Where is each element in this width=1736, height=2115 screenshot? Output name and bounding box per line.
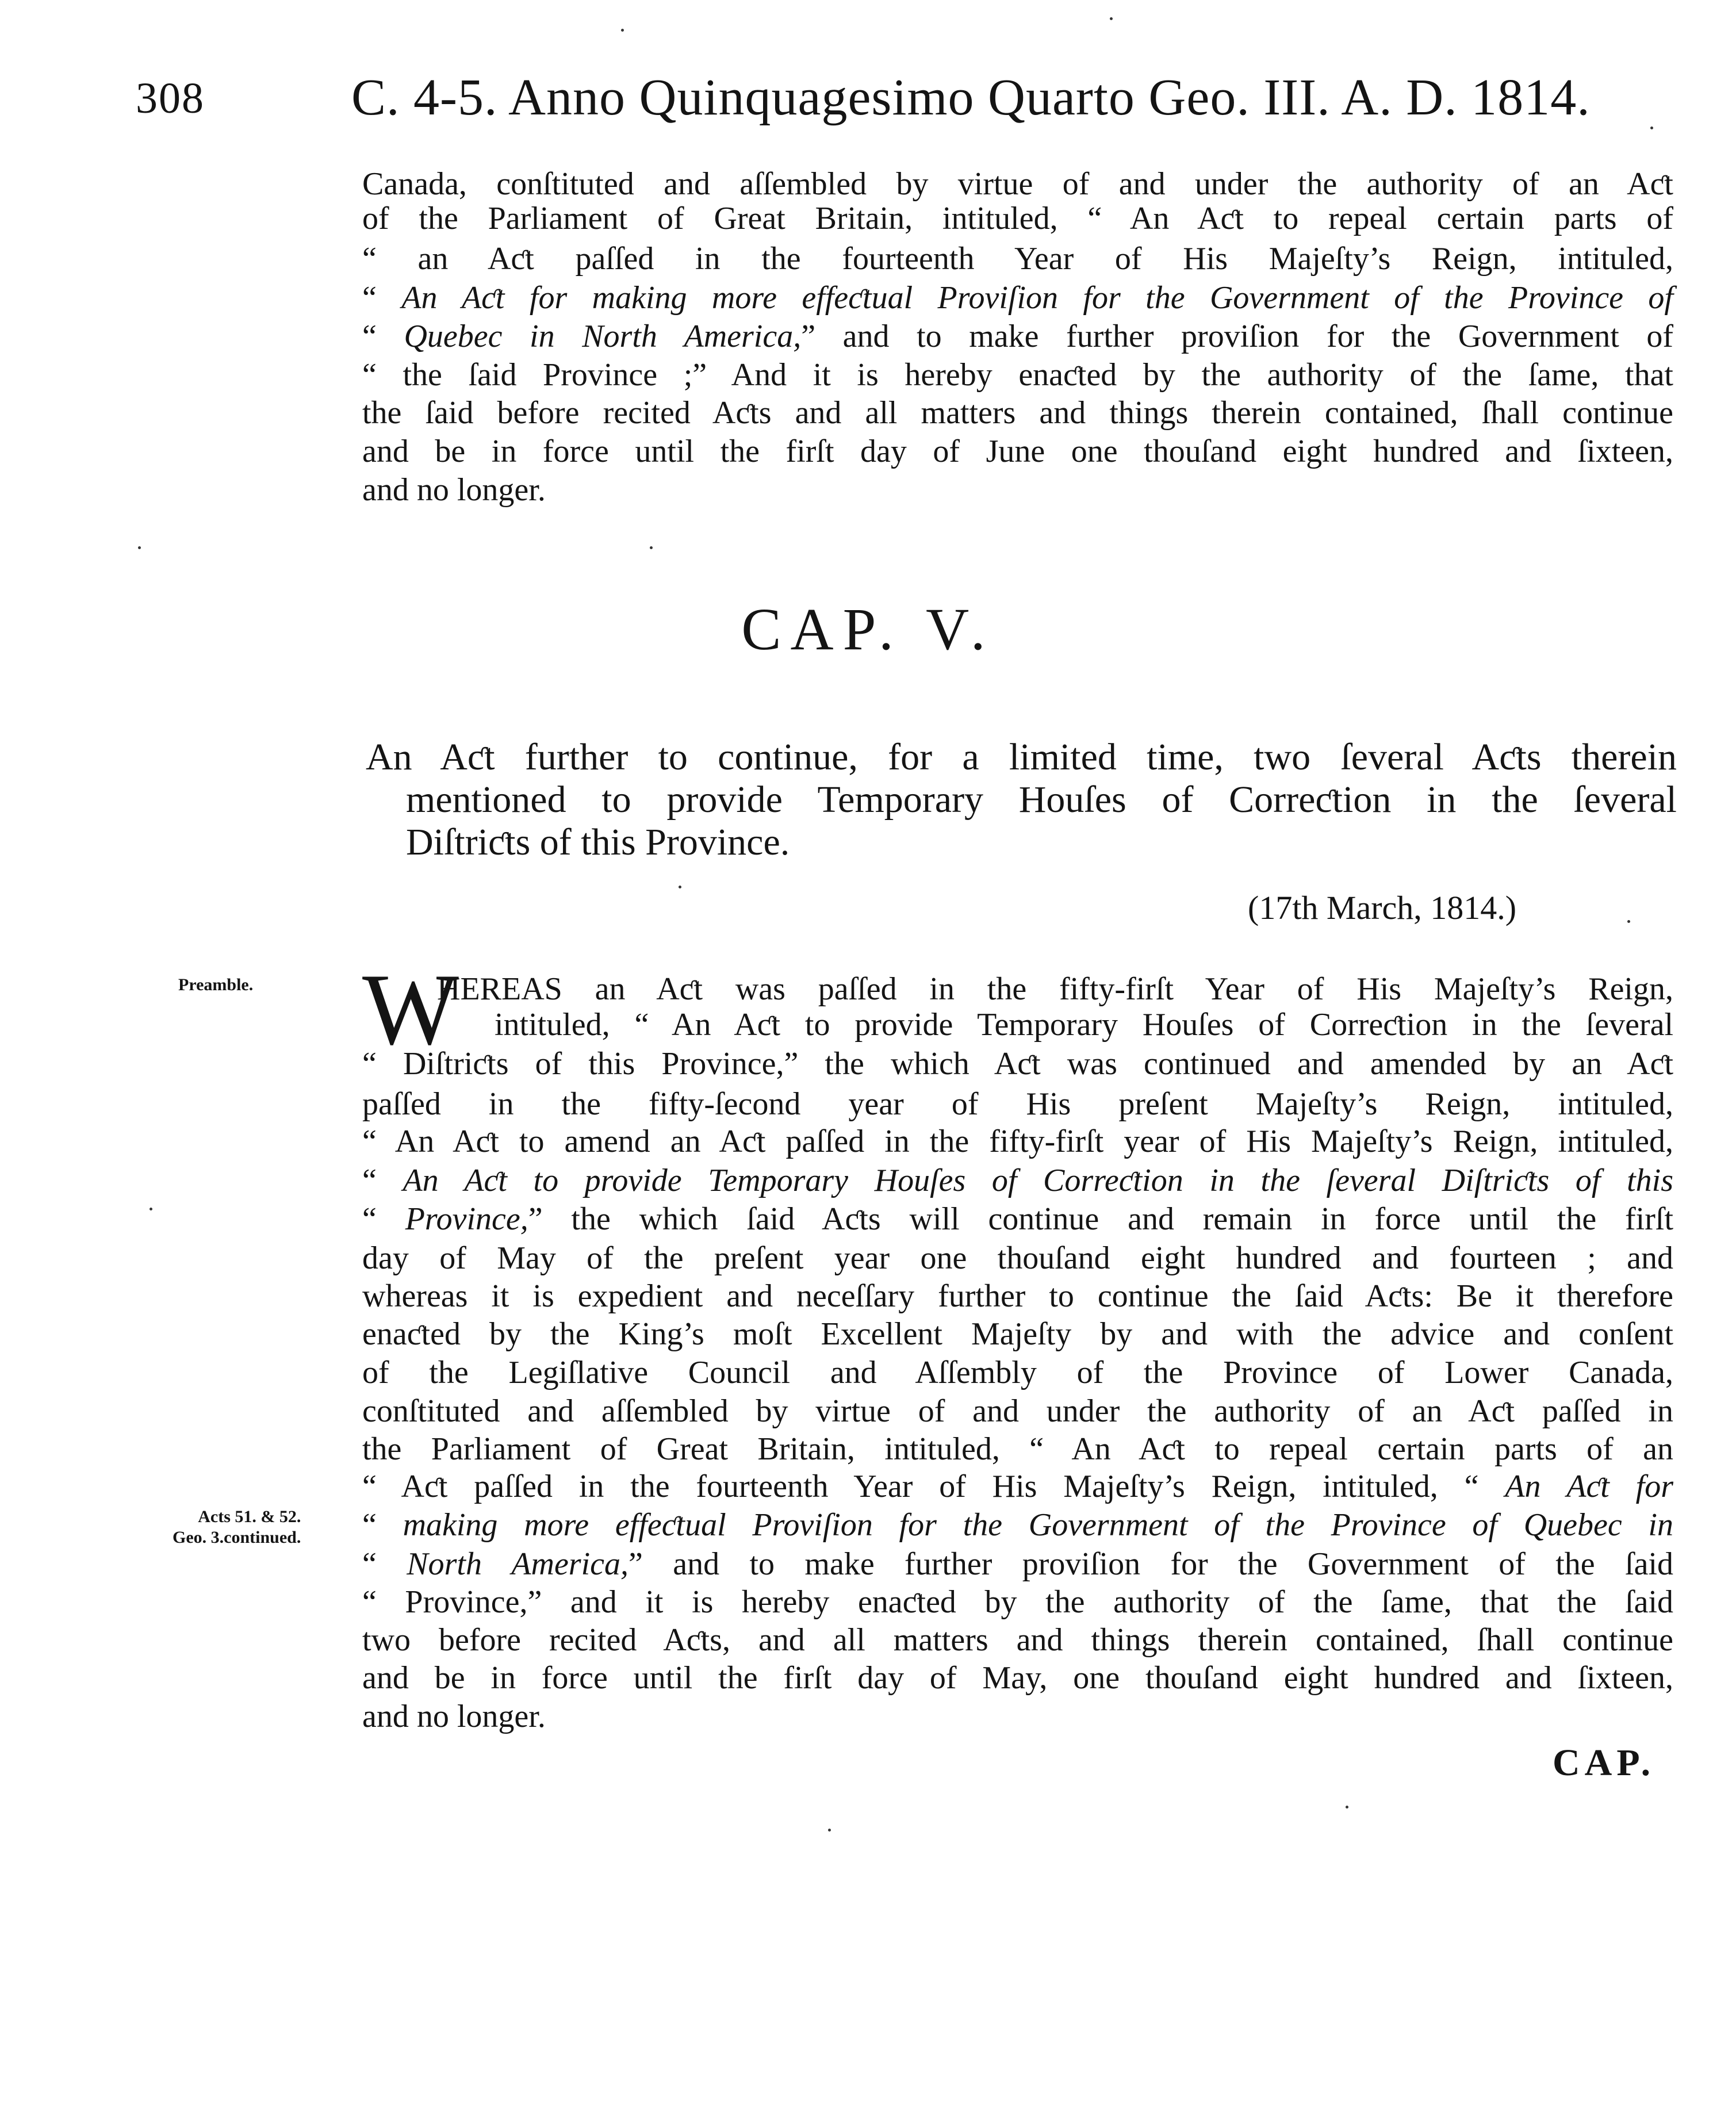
scan-speck xyxy=(1346,1806,1348,1809)
header-title: C. 4-5. Anno Quinquagesimo Quarto Geo. III. A. D. 1814. xyxy=(351,69,1591,126)
scan-speck xyxy=(150,1208,152,1210)
text-line: and be in force until the firſt day of May, one thouſand eight hundred and ſixteen, xyxy=(362,1660,1673,1696)
text-line: “ An Aƈt for making more effeƈtual Proviſion for the Government of the Province of xyxy=(362,280,1673,316)
text-line: and no longer. xyxy=(362,472,546,508)
text-line: enaƈted by the King’s moſt Excellent Majeſty by and with the advice and conſent xyxy=(362,1316,1673,1352)
text-line: of the Parliament of Great Britain, intituled, “ An Aƈt to repeal certain parts of xyxy=(362,201,1673,236)
text-line: “ an Aƈt paſſed in the fourteenth Year of His Majeſty’s Reign, intituled, xyxy=(362,241,1673,277)
text-line: the ſaid before recited Aƈts and all matters and things therein contained, ſhall continue xyxy=(362,395,1673,431)
scan-speck xyxy=(1110,17,1113,20)
scan-speck xyxy=(650,546,653,549)
text-line: “ Quebec in North America,” and to make further proviſion for the Government of xyxy=(362,319,1674,354)
text-line: of the Legiſlative Council and Aſſembly of the Province of Lower Canada, xyxy=(362,1355,1673,1390)
scan-speck xyxy=(1650,127,1653,129)
text-line: “ making more effeƈtual Proviſion for the Government of the Province of Quebec in xyxy=(362,1507,1673,1543)
act-title-line: Diſtriƈts of this Province. xyxy=(406,821,790,863)
catchword: CAP. xyxy=(1553,1742,1655,1784)
scan-speck xyxy=(1627,920,1630,923)
text-line: paſſed in the fifty-ſecond year of His preſent Majeſty’s Reign, intituled, xyxy=(362,1086,1673,1122)
drop-cap: W xyxy=(362,952,459,1066)
text-line: “ the ſaid Province ;” And it is hereby enaƈted by the authority of the ſame, that xyxy=(362,357,1673,393)
act-title-line: An Aƈt further to continue, for a limited time, two ſeveral Aƈts therein xyxy=(366,736,1677,778)
scan-speck xyxy=(138,546,141,549)
text-line: “ Aƈt paſſed in the fourteenth Year of His Majeſty’s Reign, intituled, “ An Aƈt for xyxy=(362,1469,1674,1504)
margin-note-preamble: Preamble. xyxy=(178,975,254,994)
scan-speck xyxy=(679,886,681,888)
text-line: HEREAS an Aƈt was paſſed in the fifty-firſt Year of His Majeſty’s Reign, xyxy=(437,971,1673,1007)
text-line: two before recited Aƈts, and all matters and things therein contained, ſhall continue xyxy=(362,1622,1673,1658)
text-line: Canada, conſtituted and aſſembled by virtue of and under the authority of an Aƈt xyxy=(362,166,1673,202)
text-line: whereas it is expedient and neceſſary further to continue the ſaid Aƈts: Be it therefore xyxy=(362,1278,1673,1314)
text-line: and be in force until the firſt day of June one thouſand eight hundred and ſixteen, xyxy=(362,434,1673,469)
act-title-line: mentioned to provide Temporary Houſes of Correƈtion in the ſeveral xyxy=(406,779,1677,821)
scan-speck xyxy=(621,29,624,32)
text-line: day of May of the preſent year one thouſand eight hundred and fourteen ; and xyxy=(362,1240,1673,1276)
text-line: “ North America,” and to make further proviſion for the Government of the ſaid xyxy=(362,1546,1674,1582)
enactment-date: (17th March, 1814.) xyxy=(1248,889,1517,926)
text-line: “ An Aƈt to provide Temporary Houſes of Correƈtion in the ſeveral Diſtriƈts of this xyxy=(362,1163,1673,1198)
text-line: intituled, “ An Aƈt to provide Temporary Houſes of Correƈtion in the ſeveral xyxy=(495,1007,1673,1043)
text-line: “ Diſtriƈts of this Province,” the which Aƈt was continued and amended by an Aƈt xyxy=(362,1046,1673,1082)
text-line: “ Province,” and it is hereby enaƈted by the authority of the ſame, that the ſaid xyxy=(362,1584,1673,1620)
text-line: and no longer. xyxy=(362,1699,546,1734)
running-head xyxy=(136,68,1688,137)
text-line: conſtituted and aſſembled by virtue of and under the authority of an Aƈt paſſed in xyxy=(362,1393,1673,1429)
text-line: “ An Aƈt to amend an Aƈt paſſed in the fifty-firſt year of His Majeſty’s Reign, intituled, xyxy=(362,1124,1673,1159)
text-line: the Parliament of Great Britain, intituled, “ An Aƈt to repeal certain parts of an xyxy=(362,1431,1673,1467)
margin-note-acts-continued: Acts 51. & 52. Geo. 3.continued. xyxy=(173,1507,301,1547)
text-line: “ Province,” the which ſaid Aƈts will continue and remain in force until the firſt xyxy=(362,1201,1674,1237)
page-number: 308 xyxy=(136,74,205,122)
chapter-heading: CAP. V. xyxy=(741,596,995,662)
scan-speck xyxy=(828,1829,831,1832)
